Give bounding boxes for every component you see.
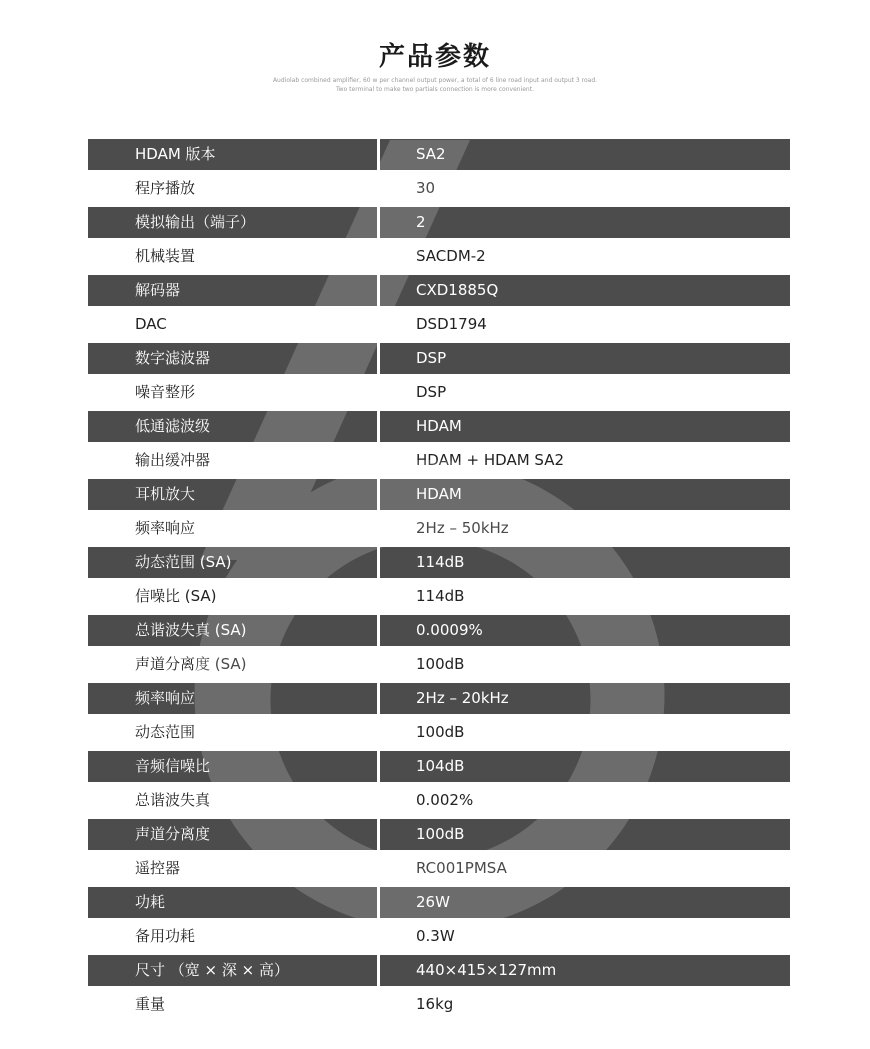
spec-value: HDAM <box>380 479 790 510</box>
spec-value: CXD1885Q <box>380 275 790 306</box>
subtitle-line-1: Audiolab combined amplifier, 60 w per channel output power, a total of 6 line road input and output 3 road. <box>272 77 598 84</box>
page-subtitle <box>0 76 870 94</box>
spec-label: 动态范围 <box>135 723 196 741</box>
spec-table <box>88 139 790 1023</box>
spec-label: 总谐波失真 (SA) <box>88 615 377 646</box>
spec-value: 440×415×127mm <box>380 955 790 986</box>
spec-row <box>88 955 790 989</box>
spec-value: 114dB <box>380 547 790 578</box>
spec-row <box>88 411 790 445</box>
spec-row <box>88 887 790 921</box>
spec-label: 频率响应 <box>135 519 196 537</box>
spec-label: 遥控器 <box>135 859 181 877</box>
spec-row <box>88 513 790 547</box>
spec-row <box>88 139 790 173</box>
spec-row <box>88 241 790 275</box>
spec-label: 数字滤波器 <box>88 343 377 374</box>
spec-value: 100dB <box>416 655 465 673</box>
spec-row <box>88 683 790 717</box>
spec-label: 功耗 <box>88 887 377 918</box>
spec-label: 声道分离度 (SA) <box>135 655 247 673</box>
spec-label: 频率响应 <box>88 683 377 714</box>
spec-row <box>88 445 790 479</box>
spec-value: 2Hz – 50kHz <box>416 519 509 537</box>
spec-label: 解码器 <box>88 275 377 306</box>
spec-label: 声道分离度 <box>88 819 377 850</box>
spec-label: 重量 <box>135 995 166 1013</box>
spec-row <box>88 785 790 819</box>
spec-row <box>88 173 790 207</box>
spec-value: HDAM <box>380 411 790 442</box>
spec-row <box>88 343 790 377</box>
spec-value: SACDM-2 <box>416 247 486 265</box>
spec-row <box>88 921 790 955</box>
spec-label: DAC <box>135 315 167 333</box>
spec-row <box>88 377 790 411</box>
spec-value: 0.0009% <box>380 615 790 646</box>
spec-value: 0.3W <box>416 927 455 945</box>
spec-value: RC001PMSA <box>416 859 507 877</box>
spec-value: DSP <box>380 343 790 374</box>
spec-label: 程序播放 <box>135 179 196 197</box>
spec-value: 30 <box>416 179 436 197</box>
spec-label: 机械装置 <box>135 247 196 265</box>
spec-value: 100dB <box>380 819 790 850</box>
spec-value: 0.002% <box>416 791 474 809</box>
spec-row <box>88 581 790 615</box>
spec-value: DSP <box>416 383 447 401</box>
spec-label: HDAM 版本 <box>88 139 377 170</box>
spec-value: DSD1794 <box>416 315 487 333</box>
spec-row <box>88 615 790 649</box>
spec-row <box>88 751 790 785</box>
spec-value: 100dB <box>416 723 465 741</box>
spec-value: 114dB <box>416 587 465 605</box>
spec-value: 16kg <box>416 995 454 1013</box>
spec-value: 2Hz – 20kHz <box>380 683 790 714</box>
spec-label: 低通滤波级 <box>88 411 377 442</box>
spec-row <box>88 853 790 887</box>
spec-label: 信噪比 (SA) <box>135 587 217 605</box>
spec-label: 总谐波失真 <box>135 791 211 809</box>
spec-label: 尺寸 （宽 × 深 × 高） <box>88 955 377 986</box>
spec-row <box>88 309 790 343</box>
spec-row <box>88 547 790 581</box>
spec-label: 音频信噪比 <box>88 751 377 782</box>
page-title: 产品参数 <box>378 42 491 72</box>
spec-row <box>88 819 790 853</box>
spec-label: 噪音整形 <box>135 383 196 401</box>
spec-value: 104dB <box>380 751 790 782</box>
spec-value: 26W <box>380 887 790 918</box>
spec-row <box>88 207 790 241</box>
spec-value: SA2 <box>380 139 790 170</box>
spec-value: HDAM + HDAM SA2 <box>416 451 565 469</box>
spec-row <box>88 479 790 513</box>
spec-label: 输出缓冲器 <box>135 451 211 469</box>
subtitle-line-2: Two terminal to make two partials connection is more convenient. <box>336 86 534 93</box>
spec-row <box>88 275 790 309</box>
spec-row <box>88 989 790 1023</box>
spec-row <box>88 649 790 683</box>
spec-label: 耳机放大 <box>88 479 377 510</box>
spec-value: 2 <box>380 207 790 238</box>
spec-label: 备用功耗 <box>135 927 196 945</box>
spec-row <box>88 717 790 751</box>
spec-label: 模拟输出（端子） <box>88 207 377 238</box>
spec-label: 动态范围 (SA) <box>88 547 377 578</box>
